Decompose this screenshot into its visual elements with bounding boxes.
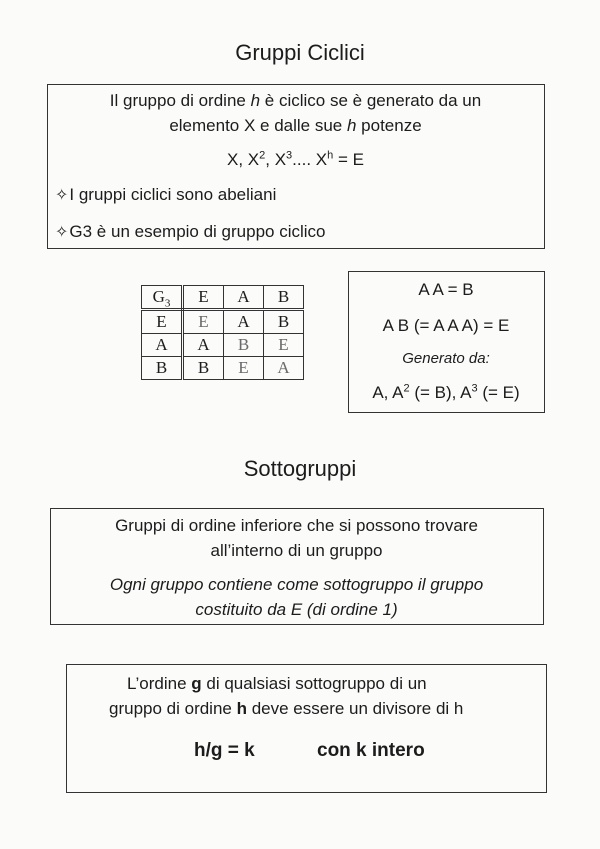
lagrange-theorem-box	[66, 664, 547, 793]
section-title-subgroups: Sottogruppi	[243, 456, 357, 481]
table-corner: $G_3$	[142, 286, 183, 310]
table-cell: A	[264, 357, 304, 380]
subgroup-line-2: all’interno di un gruppo	[210, 541, 383, 560]
theorem-formula: h/g = k	[194, 740, 255, 761]
bullet-abelian: ✧I gruppi ciclici sono abeliani	[55, 185, 277, 204]
theorem-line-2: gruppo di ordine h deve essere un divisore di h	[109, 699, 464, 718]
generator-box	[348, 271, 545, 413]
table-row-label: E	[142, 310, 183, 334]
generator-line-ab: A B (= A A A) = E	[382, 316, 510, 335]
table-cell: E	[224, 357, 264, 380]
table-row-label: B	[142, 357, 183, 380]
table-row-label: A	[142, 334, 183, 357]
star4-icon: ✧	[55, 187, 69, 204]
theorem-formula-condition: con k intero	[317, 740, 425, 761]
table-cell: B	[183, 357, 224, 380]
subgroup-line-4: costituito da E (di ordine 1)	[195, 600, 398, 619]
theorem-line-1: L’ordine g di qualsiasi sottogruppo di un	[127, 674, 427, 693]
table-row	[142, 334, 304, 357]
powers-formula: X, $X^2$, $X^3$.... $X^h = E$	[227, 149, 364, 169]
table-cell: B	[224, 334, 264, 357]
table-cell: A	[183, 334, 224, 357]
definition-line-1: Il gruppo di ordine h è ciclico se è generato da un	[109, 91, 482, 110]
generator-caption: Generato da:	[402, 350, 490, 367]
table-header-cell: A	[224, 286, 264, 310]
table-row	[142, 357, 304, 380]
cyclic-group-definition-box	[47, 84, 545, 249]
table-header-cell: E	[183, 286, 224, 310]
table-header-row	[142, 286, 304, 310]
subgroup-line-3: Ogni gruppo contiene come sottogruppo il gruppo	[109, 575, 484, 594]
section-title-cyclic-groups: Gruppi Ciclici	[235, 40, 365, 65]
definition-line-2: elemento X e dalle sue h potenze	[169, 116, 422, 135]
generator-powers: A, $A^2$ (= B), $A^3$ (= E)	[372, 382, 520, 402]
table-row	[142, 310, 304, 334]
generator-line-aa: A A = B	[418, 280, 474, 299]
table-cell: E	[264, 334, 304, 357]
cayley-table-g3	[141, 285, 304, 380]
subgroup-line-1: Gruppi di ordine inferiore che si possono trovare	[115, 516, 478, 535]
bullet-g3-example: ✧G3 è un esempio di gruppo ciclico	[55, 222, 326, 241]
table-header-cell: B	[264, 286, 304, 310]
star4-icon: ✧	[55, 224, 69, 241]
subgroup-definition-box	[50, 508, 544, 625]
table-cell: B	[264, 310, 304, 334]
table-cell: A	[224, 310, 264, 334]
table-cell: E	[183, 310, 224, 334]
